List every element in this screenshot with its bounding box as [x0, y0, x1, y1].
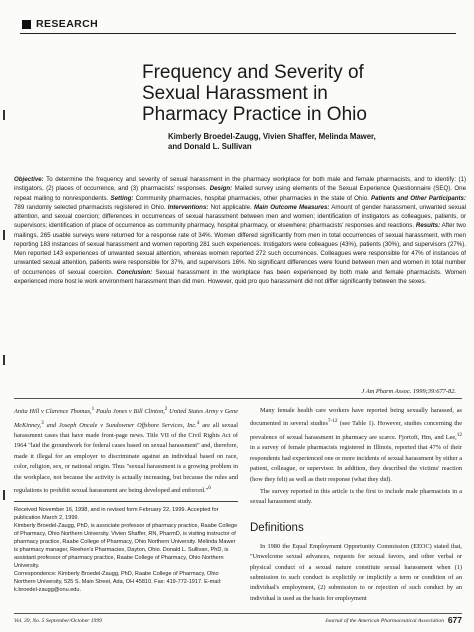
title-line: Sexual Harassment in: [142, 83, 328, 104]
reference-marker: 4: [196, 419, 200, 426]
reference-marker: 7-12: [327, 418, 338, 425]
volume-info: Vol. 39, No. 5 September/October 1999: [14, 618, 102, 624]
title-line: Frequency and Severity of: [142, 62, 364, 83]
reference-marker: 2: [164, 406, 168, 412]
abstract-measures-text: Amount of gender harassment, unwanted sexual attention, and sexual coercion; differences in occurrences of sexual harassment between men and women; identification of instigators as colleagues, patients, or supervisors; identification of place of occurrence as community pharmacy, hospital pharmacy, or elsewhere; pharmacists' responses and reactions.: [14, 203, 466, 230]
section-label: RESEARCH: [36, 18, 99, 30]
journal-name: Journal of the American Pharmaceutical Association: [325, 618, 444, 624]
abstract-design-text: Mailed survey using elements of the Sexual Experience Questionnaire (SEQ). One repeat mailing to nonrespondents.: [14, 185, 466, 202]
article-title: [142, 62, 462, 125]
case-name: Paula Jones v Bill Clinton,: [94, 408, 165, 416]
body-text-span: (see Table 1). However, studies concerning the prevalence of sexual harassment in pharmacy are scarce. Fjortoft, Hm, and Lee,: [250, 420, 462, 441]
abstract-measures-label: Main Outcome Measures:: [254, 203, 330, 211]
body-text-span: Many female health care workers have reported being sexually harassed, as documented in several studies: [250, 407, 462, 428]
intro-paragraph: [14, 404, 238, 497]
author-line: and Donald L. Sullivan: [168, 142, 252, 151]
footer-rule: [14, 613, 462, 614]
author-line: Kimberly Broedel-Zaugg, Vivien Shaffer, Melinda Mawer,: [168, 132, 376, 141]
section-square-icon: [22, 20, 31, 29]
binding-mark: [3, 490, 5, 500]
abstract-rule: [14, 398, 462, 399]
reference-marker: 12: [456, 431, 462, 438]
header-rule: [20, 33, 456, 34]
reference-marker: 1: [91, 406, 95, 412]
abstract-conclusion-text: Sexual harassment in the workplace has been experienced by both male and female pharmacists. Women experienced more host le work environment harassment than did men. However, quid pro quo harassment did not differ significantly between the sexes.: [14, 268, 467, 285]
journal-citation: J Am Pharm Assoc. 1999;39:677-82.: [361, 388, 456, 395]
abstract-design-label: Design:: [209, 185, 233, 193]
abstract-conclusion-label: Conclusion:: [116, 268, 153, 276]
abstract-interventions-label: Interventions:: [167, 203, 209, 211]
received-note: Received November 16, 1998, and in revised form February 22, 1999. Accepted for publication March 2, 1999.: [14, 506, 219, 521]
abstract-results-label: Results:: [415, 222, 441, 230]
author-affiliations: Kimberly Broedel-Zaugg, PhD, is associate professor of pharmacy practice, Raabe College of Pharmacy, Ohio Northern University. Vivien Shaffer, RN, PharmD, is visiting instructor of pharmacy practice, Raabe College of Pharmacy, Ohio Northern University. Melinda Mawer is pharmacy manager, Reehen's Pharmacies, Dayton, Ohio. Donald L. Sullivan, PhD, is assistant professor of pharmacy practice, Raabe College of Pharmacy, Ohio Northern University.: [14, 522, 238, 570]
correspondence-note: Correspondence: Kimberly Broedel-Zaugg, PhD, Raabe College of Pharmacy, Ohio Northern University, 525 S. Main Street, Ada, OH 45810. Fax: 419-772-1917. E-mail: k.broedel-zaugg@onu.edu.: [14, 571, 222, 594]
binding-mark: [3, 110, 5, 120]
abstract-participants-text: 789 randomly selected pharmacists registered in Ohio.: [14, 203, 166, 211]
abstract-objective-label: Objective:: [14, 176, 44, 183]
right-column: [250, 406, 462, 604]
page-number: 677: [447, 615, 462, 625]
abstract-results-text: After two mailings, 265 usable surveys were returned for a response rate of 34%. Women differed significantly from men in total occurrences of sexual harassment, with men reporting 183 instances of sexual harassment and women reporting 281 such experiences. Instigators were colleagues (43%), patients (30%), and supervisors (27%). Men reported 143 experiences of unwanted sexual attention, whereas women reported 272 such occurrences. Colleagues were responsible for 47% of instances of unwanted sexual attention, patients were responsible for 37%, and supervisors 16%. No significant differences were found between men and women in total number of occurrences of sexual coercion.: [14, 222, 466, 276]
intro-text: are all sexual harassment cases that have made front-page news. Title VII of the Civil Rights Act of 1964 "laid the groundwork for federal cases based on sexual harassment" and, therefore, made it illegal for an employer to discriminate against an individual based on race, color, religion, sex, or national origin. Thus "sexual harassment is a growing problem in the workplace, not because the activity is actually increasing, but because the rules and regulations to prohibit sexual harassment are being developed and enforced.": [14, 421, 239, 495]
page-footer: [14, 616, 462, 628]
body-text: [250, 406, 462, 508]
abstract: [14, 175, 466, 286]
binding-mark: [3, 230, 5, 240]
case-name: and Joseph Oncale v Sundowner Offshore Services, Inc.: [43, 421, 197, 429]
notes-rule: [14, 501, 238, 502]
reference-marker: 3: [41, 419, 44, 426]
title-line: Pharmacy Practice in Ohio: [142, 104, 367, 125]
body-text-span: in a survey of female pharmacists registered in Illinois, reported that 47% of their respondents had experienced one or more incidents of sexual harassment by either a patient, colleague, or supervisor. In addition, they described the victims' reaction (how they felt) as well as their response (what they did).: [250, 444, 462, 483]
case-name: United States Army v Gene McKinney,: [14, 408, 238, 429]
reference-marker: 6: [208, 485, 211, 492]
section-header: [22, 18, 98, 30]
left-column: [14, 404, 238, 595]
case-name: Anita Hill v Clarence Thomas,: [14, 408, 92, 416]
abstract-interventions-text: Not applicable.: [208, 203, 252, 211]
definitions-heading: Definitions: [250, 521, 304, 534]
author-list: [168, 132, 468, 152]
abstract-objective-text: To determine the frequency and severity of sexual harassment in the pharmacy workplace for both male and female pharmacists, and to identify: (1) instigators, (2) places of occurrence, and (3) pharmacists' responses.: [14, 176, 466, 193]
definitions-text: [250, 542, 462, 604]
abstract-setting-label: Setting:: [110, 194, 134, 202]
binding-mark: [3, 355, 5, 365]
article-notes: [14, 506, 238, 595]
body-paragraph: The survey reported in this article is the first to include male pharmacists in a sexual harassment study.: [250, 488, 462, 506]
body-paragraph: In 1980 the Equal Employment Opportunity Commission (EEOC) stated that, "Unwelcome sexual advances, requests for sexual favors, and other verbal or physical conduct of a sexual nature constitute sexual harassment when (1) submission to such conduct is explicitly or implicitly a term or condition of an individual's employment, (2) submission to or rejection of such conduct by an individual is used as the basis for employment: [250, 542, 462, 602]
body-paragraph: [250, 406, 462, 485]
abstract-setting-text: Community pharmacies, hospital pharmacies, other pharmacies in the state of Ohio.: [133, 194, 369, 202]
abstract-participants-label: Patients and Other Participants:: [371, 194, 466, 202]
